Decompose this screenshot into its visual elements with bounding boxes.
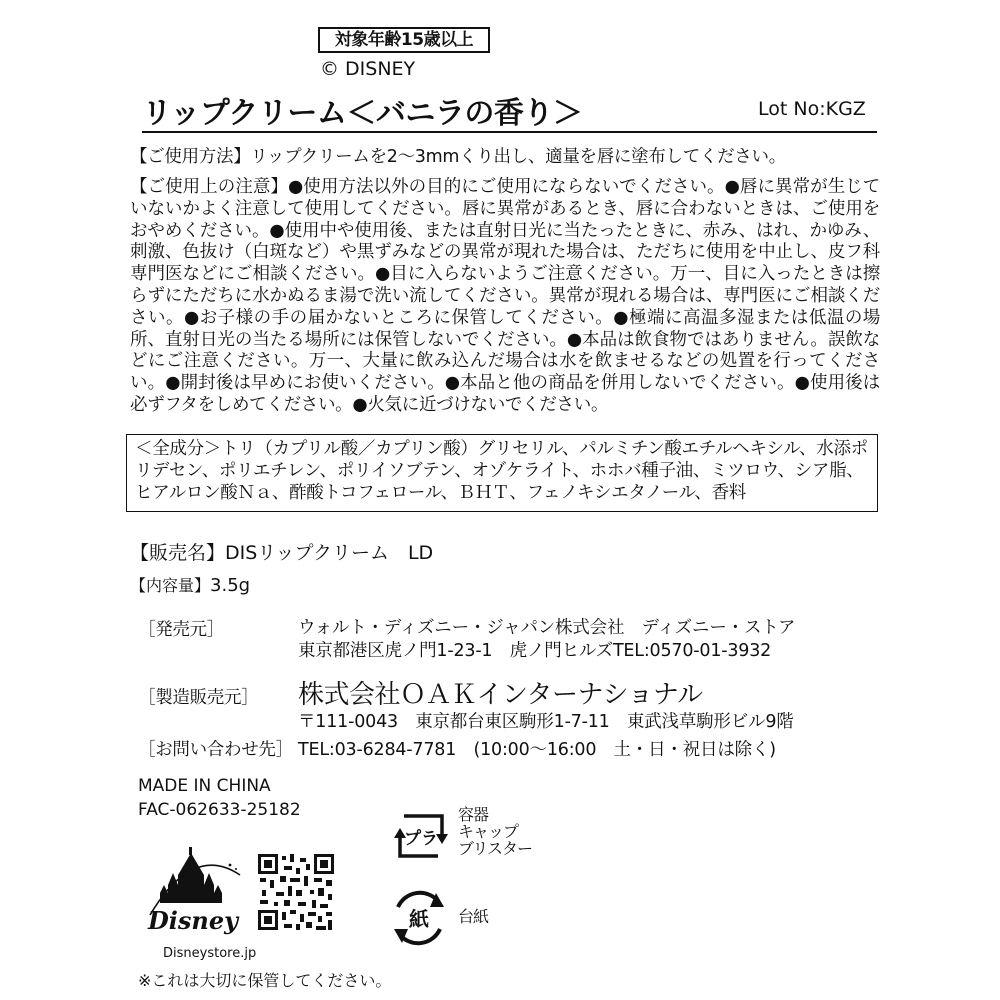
- qr-code[interactable]: [258, 854, 334, 930]
- sales-name: 【販売名】DISリップクリーム LD: [130, 542, 434, 564]
- disney-wordmark: Disney: [147, 906, 239, 935]
- inquiry-text: TEL:03-6284-7781 (10:00～16:00 土・日・祝日は除く): [298, 740, 776, 760]
- lot-number: Lot No:KGZ: [758, 98, 866, 120]
- paper-recycle-mark: [386, 885, 452, 951]
- distributor-line2: 東京都港区虎ノ門1-23-1 虎ノ門ヒルズTEL:0570-01-3932: [298, 641, 772, 661]
- content-value: 3.5g: [210, 575, 251, 596]
- paper-item: 台紙: [458, 907, 489, 926]
- content-label: 【内容量】: [130, 576, 211, 595]
- disney-store-url: Disneystore.jp: [163, 946, 257, 961]
- pla-recycle-icon: [388, 806, 454, 866]
- manufacturer-name: 株式会社ＯＡＫインターナショナル: [298, 680, 703, 710]
- pla-item-blister: ブリスター: [458, 839, 533, 858]
- paper-mark-text: 紙: [409, 907, 429, 931]
- made-in: MADE IN CHINA: [138, 776, 271, 796]
- title-divider: [142, 131, 877, 133]
- product-title: リップクリーム＜バニラの香り＞: [142, 96, 583, 131]
- disney-logo: [138, 845, 248, 945]
- caution-text: 【ご使用上の注意】●使用方法以外の目的にご使用にならないでください。●唇に異常が生じていないかよく注意して使用してください。唇に異常があるとき、唇に合わないときは、ご使用をおやめください。●使用中や使用後、または直射日光に当たったときに、赤み、はれ、かゆみ、刺激、色抜け（白斑など）や黒ずみなどの異常が現れた場合は、ただちに使用を中止し、皮フ科専門医などにご相談ください。●目に入らないようご注意ください。万一、目に入ったときは擦らずにただちに水かぬるま湯で洗い流してください。異常が現れる場合は、専門医にご相談ください。●お子様の手の届かないところに保管してください。●極端に高温多湿または低温の場所、直射日光の当たる場所には保管しないでください。●本品は飲食物ではありません。誤飲などにご注意ください。万一、大量に飲み込んだ場合は水を飲ませるなどの処置を行ってください。●開封後は早めにお使いください。●本品と他の商品を併用しないでください。●使用後は必ずフタをしめてください。●火気に近づけないでください。: [130, 177, 880, 415]
- storage-note: ※これは大切に保管してください。: [138, 971, 392, 990]
- inquiry-label: ［お問い合わせ先］: [138, 740, 293, 760]
- pla-mark-text: プラ: [404, 829, 438, 849]
- pla-recycle-mark: [388, 806, 454, 866]
- pla-item-container: 容器: [458, 805, 489, 824]
- manufacturer-address: 〒111-0043 東京都台東区駒形1-7-11 東武浅草駒形ビル9階: [298, 712, 794, 732]
- ingredients-box: [126, 434, 878, 512]
- content-row: [130, 573, 250, 596]
- copyright: © DISNEY: [320, 58, 416, 80]
- qr-code-icon: [258, 854, 334, 930]
- distributor-line1: ウォルト・ディズニー・ジャパン株式会社 ディズニー・ストア: [298, 618, 796, 638]
- distributor-label: ［発売元］: [138, 620, 224, 640]
- ingredients-text: ＜全成分＞トリ（カプリル酸／カプリン酸）グリセリル、パルミチン酸エチルヘキシル、水添ポリデセン、ポリエチレン、ポリイソブテン、オゾケライト、ホホバ種子油、ミツロウ、シア脂、ヒアルロン酸Ｎａ、酢酸トコフェロール、ＢＨＴ、フェノキシエタノール、香料: [135, 439, 868, 503]
- castle-logo-icon: [138, 845, 248, 945]
- usage-text: 【ご使用方法】リップクリームを2～3mmくり出し、適量を唇に塗布してください。: [130, 147, 786, 167]
- pla-items: [458, 806, 532, 857]
- pla-item-cap: キャップ: [458, 822, 519, 841]
- age-label: 対象年齢15歳以上: [318, 27, 490, 53]
- paper-recycle-icon: [386, 885, 452, 951]
- factory-code: FAC-062633-25182: [138, 800, 301, 820]
- manufacturer-label: ［製造販売元］: [138, 688, 259, 708]
